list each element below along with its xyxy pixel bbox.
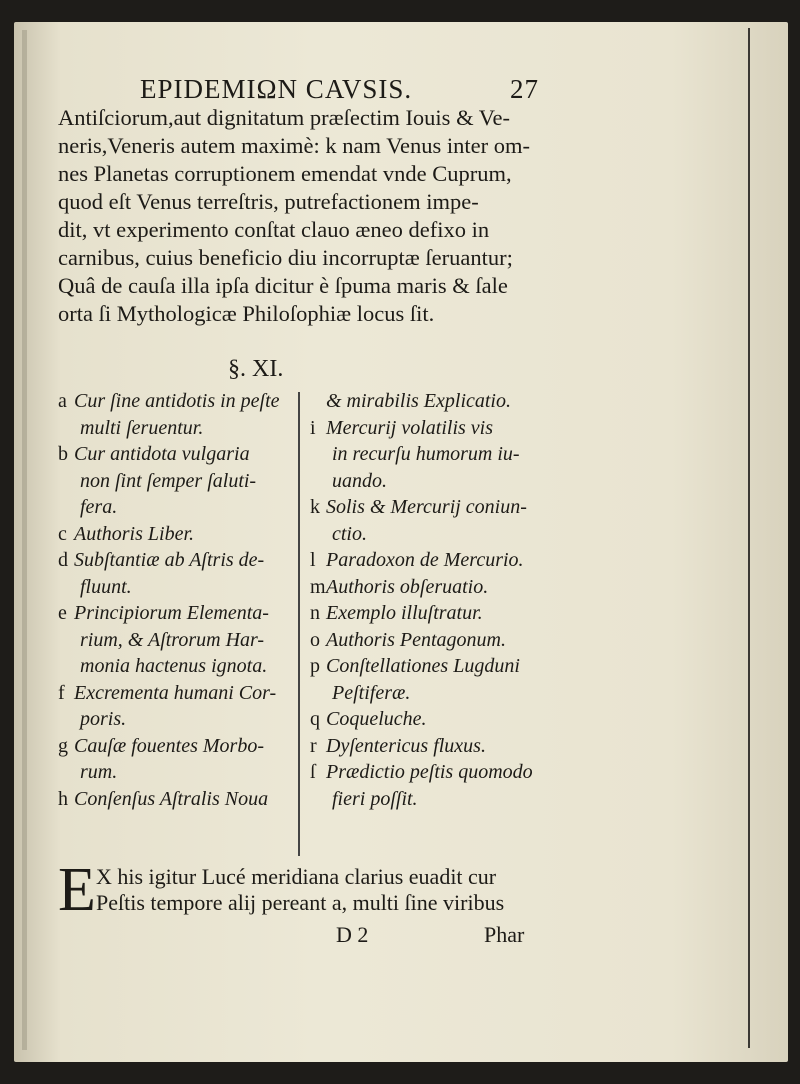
note-letter: f	[58, 681, 65, 704]
marginal-note-line	[58, 574, 294, 601]
note-text: Cauſæ fouentes Morbo-	[74, 734, 264, 757]
marginal-note-line	[58, 733, 294, 760]
note-letter: l	[310, 549, 316, 571]
note-text: Mercurij volatilis vis	[326, 416, 494, 439]
note-text: rum.	[80, 761, 118, 783]
note-text: uando.	[332, 469, 387, 492]
marginal-note-line	[310, 759, 550, 786]
note-text: Authoris Liber.	[74, 522, 195, 545]
marginal-note-line	[58, 759, 294, 786]
note-letter: i	[310, 416, 316, 439]
note-letter: d	[58, 549, 68, 571]
note-text: Prædictio peſtis quomodo	[326, 761, 533, 783]
note-text: multi ſeruentur.	[80, 416, 204, 439]
note-text: Conſtellationes Lugduni	[326, 655, 520, 677]
note-text: Conſenſus Aſtralis Noua	[74, 787, 269, 810]
marginal-note-line	[310, 733, 550, 760]
marginal-note-line	[310, 468, 550, 495]
note-letter: c	[58, 522, 67, 545]
body-line: Quâ de cauſa illa ipſa dicitur è ſpuma maris & ſale	[58, 273, 508, 298]
note-text: Peſtiferæ.	[332, 681, 411, 704]
final-line: Peſtis tempore alij pereant a, multi ſine viribus	[96, 890, 505, 915]
body-line: neris,Veneris autem maximè: k nam Venus inter om-	[58, 133, 530, 158]
marginal-note-line	[310, 600, 550, 627]
marginal-note-line	[58, 494, 294, 521]
note-letter: ſ	[310, 761, 316, 783]
marginal-note-line	[58, 680, 294, 707]
note-letter: q	[310, 708, 320, 730]
page-gutter-edge	[22, 30, 27, 1050]
marginal-note-line	[310, 547, 550, 574]
marginal-note-line	[58, 653, 294, 680]
note-letter: k	[310, 496, 320, 518]
note-text: Subſtantiæ ab Aſtris de-	[74, 549, 265, 571]
marginal-note-line	[310, 786, 550, 813]
body-line: nes Planetas corruptionem emendat vnde Cuprum,	[58, 161, 512, 186]
note-letter: m	[310, 575, 326, 598]
note-letter: n	[310, 602, 320, 624]
catchword: Phar	[484, 922, 525, 947]
note-text: rium, & Aſtrorum Har-	[80, 628, 265, 651]
note-text: & mirabilis Explicatio.	[326, 390, 511, 412]
body-paragraph	[58, 104, 544, 328]
marginal-note-line	[58, 547, 294, 574]
note-text: monia hactenus ignota.	[80, 655, 268, 677]
drop-cap: E	[58, 856, 96, 924]
note-text: Coqueluche.	[326, 708, 427, 730]
marginal-note-line	[310, 388, 550, 415]
note-letter: e	[58, 602, 67, 624]
marginal-note-line	[310, 521, 550, 548]
marginal-note-line	[310, 574, 550, 601]
marginal-note-line	[310, 415, 550, 442]
marginal-note-line	[310, 494, 550, 521]
note-letter: r	[310, 734, 317, 757]
note-text: fluunt.	[80, 575, 132, 598]
marginal-note-line	[310, 627, 550, 654]
marginal-note-line	[58, 468, 294, 495]
note-text: Cur ſine antidotis in peſte	[74, 390, 280, 412]
marginal-note-line	[58, 706, 294, 733]
note-text: fieri poſſit.	[332, 787, 418, 810]
marginal-note-line	[310, 441, 550, 468]
marginal-note-line	[58, 415, 294, 442]
marginal-notes-left	[58, 388, 294, 812]
note-text: Excrementa humani Cor-	[74, 681, 277, 704]
marginal-note-line	[58, 521, 294, 548]
signature-mark: D 2	[336, 922, 369, 947]
note-letter: b	[58, 443, 68, 465]
note-text: poris.	[80, 708, 127, 730]
running-header	[140, 74, 539, 105]
body-line: carnibus, cuius beneficio diu incorruptæ ſeruantur;	[58, 245, 513, 270]
note-text: Cur antidota vulgaria	[74, 443, 250, 465]
note-text: Principiorum Elementa-	[74, 602, 269, 624]
body-line: Antiſciorum,aut dignitatum præſectim Iouis & Ve-	[58, 105, 511, 130]
notes-divider	[298, 392, 306, 856]
marginal-note-line	[58, 441, 294, 468]
marginal-notes-right	[310, 388, 550, 812]
marginal-note-line	[58, 627, 294, 654]
note-letter: h	[58, 787, 68, 810]
marginal-note-line	[58, 786, 294, 813]
note-text: Authoris obſeruatio.	[326, 575, 489, 598]
note-text: Paradoxon de Mercurio.	[326, 549, 524, 571]
note-text: Solis & Mercurij coniun-	[326, 496, 527, 518]
note-text: in recurſu humorum iu-	[332, 443, 520, 465]
body-line: dit, vt experimento conſtat clauo æneo defixo in	[58, 217, 490, 242]
marginal-note-line	[310, 706, 550, 733]
marginal-note-line	[58, 600, 294, 627]
header-title: EPIDEMIΩN CAVSIS.	[140, 74, 413, 104]
body-line: orta ſi Mythologicæ Philoſophiæ locus ſit.	[58, 301, 435, 326]
final-paragraph	[96, 864, 504, 916]
final-line: X his igitur Lucé meridiana clarius euadit cur	[96, 864, 497, 889]
page-number: 27	[510, 74, 539, 104]
note-letter: g	[58, 734, 68, 757]
note-text: ctio.	[332, 522, 367, 545]
note-letter: o	[310, 628, 320, 651]
note-letter: p	[310, 655, 320, 677]
marginal-note-line	[310, 653, 550, 680]
note-text: Dyſentericus fluxus.	[326, 734, 486, 757]
note-text: non ſint ſemper ſaluti-	[80, 469, 257, 492]
note-letter: a	[58, 390, 67, 412]
note-text: fera.	[80, 496, 118, 518]
marginal-note-line	[58, 388, 294, 415]
page-right-edge	[748, 28, 750, 1048]
body-line: quod eſt Venus terreſtris, putrefactionem impe-	[58, 189, 479, 214]
marginal-note-line	[310, 680, 550, 707]
note-text: Authoris Pentagonum.	[326, 628, 506, 651]
note-text: Exemplo illuſtratur.	[326, 602, 483, 624]
section-heading: §. XI.	[228, 356, 284, 382]
